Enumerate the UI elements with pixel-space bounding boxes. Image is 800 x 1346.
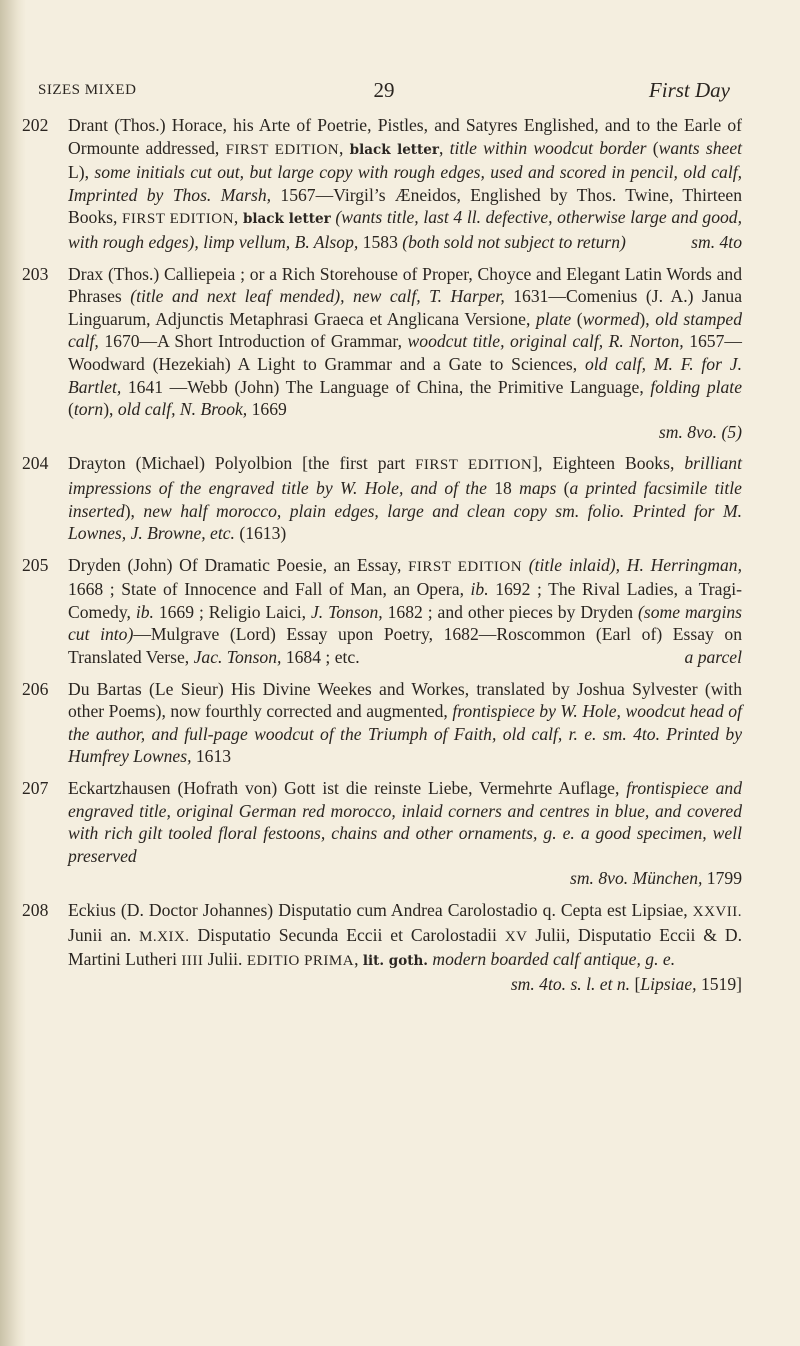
entry-text: 1692 ; The Rival Ladies, a Tragi-Comedy, [68, 579, 742, 622]
condition-note: new half morocco, plain edges, large and clean copy [143, 500, 547, 521]
black-letter-text: lit. goth. [362, 953, 428, 970]
edition-note: FIRST EDITION [122, 211, 234, 228]
entry-206 [22, 678, 742, 768]
condition-note: a printed facsimile title inserted [68, 477, 742, 521]
format-note: sm. 4to. Printed by Humfrey Lownes, [68, 723, 743, 767]
edition-note: FIRST EDITION [408, 558, 523, 575]
lot-number: 206 [22, 678, 49, 699]
black-letter-text: black letter [242, 211, 331, 228]
entry-text: ( [571, 308, 583, 329]
format-note: a parcel [684, 647, 742, 668]
condition-note: woodcut title, original calf, R. Norton, [407, 331, 684, 352]
entry-text: ], Eighteen Books, [532, 453, 685, 474]
entry-text: ), [639, 308, 656, 329]
format-note: sm. 4to [691, 231, 742, 252]
format-note: sm. 4to. s. l. et n. [510, 973, 631, 994]
condition-note: Jac. Tonson, [193, 647, 282, 668]
edition-note: EDITIO PRIMA [246, 953, 355, 970]
condition-note: frontispiece and engraved title, original German red morocco, inlaid corners and centres in blue, and covered with rich gilt tooled floral festoons, chains and other ornaments, g. e. a good specimen, well preserved [68, 778, 742, 866]
header-section: SIZES MIXED [38, 82, 137, 98]
format-note: Lipsiae, [640, 973, 697, 994]
entry-202 [22, 114, 742, 254]
entry-text: 1669 [247, 399, 287, 420]
condition-note: frontispiece by W. Hole, woodcut head of the author, and full-page woodcut of the Triumph of Faith, old calf, r. e. [68, 701, 742, 744]
entry-208 [22, 899, 742, 995]
entry-text [522, 555, 529, 575]
entry-text: 1682 ; and other pieces by Dryden [382, 601, 639, 622]
entry-text: Dryden (John) Of Dramatic Poesie, an Essay, [68, 554, 409, 575]
format-line [68, 973, 742, 996]
entry-text: , [339, 137, 350, 158]
condition-note: ib. [135, 601, 154, 622]
condition-note: old calf, N. Brook, [117, 399, 248, 420]
entry-205 [22, 554, 742, 669]
edition-note: FIRST EDITION [415, 457, 533, 474]
entry-text: 1567—Virgil’s Æneidos, Englished by Thos. Twine, Thirteen Books, [68, 184, 743, 228]
entry-text: 1657—Woodward (Hezekiah) A Light to Grammar and a Gate to Sciences, [68, 331, 742, 374]
entry-text: 1799 [702, 868, 742, 889]
entry-text [547, 501, 555, 521]
entry-text: ), [103, 399, 118, 420]
edition-note: FIRST EDITION [225, 141, 340, 158]
lot-number: 204 [22, 453, 49, 474]
condition-note: (wants title, last 4 ll. defective, otherwise large and good, with rough edges), limp vellum, B. Alsop, [68, 207, 742, 252]
entry-text: 1583 [358, 231, 403, 252]
entry-text: Julii, Disputatio Eccii & D. Martini Lutheri [68, 924, 743, 970]
lot-number: 208 [22, 900, 49, 920]
entry-203 [22, 263, 742, 444]
entry-text: ( [68, 399, 74, 420]
condition-note: J. Tonson, [310, 601, 383, 622]
condition-note: (title inlaid), H. Herringman, [528, 554, 742, 575]
black-letter-text: black letter [349, 141, 439, 158]
condition-note: old stamped calf, [68, 308, 743, 352]
entry-text: 1641 —Webb (John) The Language of China, the Primitive Language, [121, 376, 651, 397]
entry-text: —Mulgrave (Lord) Essay upon Poetry, 1682—Roscommon (Earl of) Essay on Translated Verse, [68, 624, 742, 668]
condition-note: (both sold not subject to return) [402, 231, 626, 252]
entry-text: ( [646, 137, 659, 158]
header-day: First Day [648, 78, 730, 102]
entry-text: Julii. [203, 949, 247, 970]
entry-text: Disputatio Secunda Eccii et Carolostadii [189, 924, 505, 945]
entry-text: Drax (Thos.) Calliepeia ; or a Rich Storehouse of Proper, Choyce and Elegant Latin Words and Phrases [68, 263, 742, 307]
condition-note: title within woodcut border [449, 137, 647, 158]
roman-numeral: XXVII. [692, 904, 742, 920]
entry-text: , [354, 949, 363, 970]
format-line [68, 867, 742, 890]
condition-note: old calf, M. F. for J. Bartlet, [68, 353, 742, 397]
roman-numeral: M.XIX. [139, 928, 190, 945]
condition-note: modern boarded calf antique, g. e. [432, 949, 676, 970]
running-header [38, 76, 730, 106]
condition-note: some initials cut out, but large copy with rough edges, used and scored in pencil, old calf, Imprinted by Thos. Marsh, [68, 162, 742, 205]
entry-text: 1631—Comenius (J. A.) Janua Linguarum, Adjunctis Metaphrasi Graeca et Anglicana Versione, [68, 286, 743, 329]
page-number: 29 [373, 78, 395, 102]
entry-text: ), [124, 500, 144, 521]
format-note: sm. 8vo. München, [569, 868, 703, 889]
entry-text: [ [630, 973, 641, 994]
entry-text: , [233, 207, 243, 228]
condition-note: wants sheet [658, 137, 743, 158]
entry-text: Drayton (Michael) Polyolbion [the first part [68, 453, 416, 474]
condition-note: (some margins cut into) [68, 601, 742, 645]
entry-text: Drant (Thos.) Horace, his Arte of Poetrie, Pistles, and Satyres Englished, and to the Earle of Ormounte addressed, [68, 115, 742, 158]
condition-note: ib. [470, 579, 489, 600]
entry-text: ( [556, 477, 570, 498]
entry-text: 1669 ; Religio Laici, [153, 601, 311, 622]
lot-number: 202 [22, 115, 49, 135]
entry-text: 18 [486, 477, 520, 498]
entry-text: L), [68, 162, 95, 183]
condition-note: plate [536, 308, 572, 329]
entry-text: 1684 ; etc. [281, 647, 360, 668]
entry-text: Junii an. [68, 924, 140, 945]
entry-207 [22, 777, 742, 890]
entry-text: Eckius (D. Doctor Johannes) Disputatio cum Andrea Carolostadio q. Cepta est Lipsiae, [68, 900, 693, 920]
entry-204 [22, 452, 742, 544]
lot-number: 203 [22, 263, 49, 284]
condition-note: brilliant impressions of the engraved title by W. Hole, and of the [68, 453, 742, 498]
format-note: sm. folio. Printed for M. Lownes, J. Browne, etc. [68, 500, 743, 544]
entry-text: Eckartzhausen (Hofrath von) Gott ist die reinste Liebe, Vermehrte Auflage, [68, 778, 627, 799]
entry-text: Du Bartas (Le Sieur) His Divine Weekes and Workes, translated by Joshua Sylvester (with other Poems), now fourthly corrected and augmented, [68, 678, 742, 722]
condition-note: torn [73, 399, 104, 420]
lot-number: 207 [22, 778, 49, 799]
condition-note: wormed [582, 308, 640, 329]
format-note: sm. 8vo. (5) [658, 421, 742, 442]
entry-text: , [438, 137, 450, 158]
condition-note: maps [519, 477, 557, 498]
condition-note: (title and next leaf mended), new calf, T. Harper, [130, 286, 505, 307]
entry-text: (1613) [234, 523, 287, 544]
entry-text: 1668 ; State of Innocence and Fall of Man, an Opera, [68, 579, 471, 600]
condition-note: folding plate [650, 376, 743, 397]
entry-text: 1670—A Short Introduction of Grammar, [98, 331, 408, 352]
roman-numeral: XV [504, 928, 528, 945]
catalogue-entries [22, 114, 742, 1004]
lot-number: 205 [22, 554, 49, 575]
entry-text: 1613 [191, 746, 232, 767]
roman-numeral: IIII [181, 953, 204, 970]
entry-text: 1519] [696, 973, 742, 994]
